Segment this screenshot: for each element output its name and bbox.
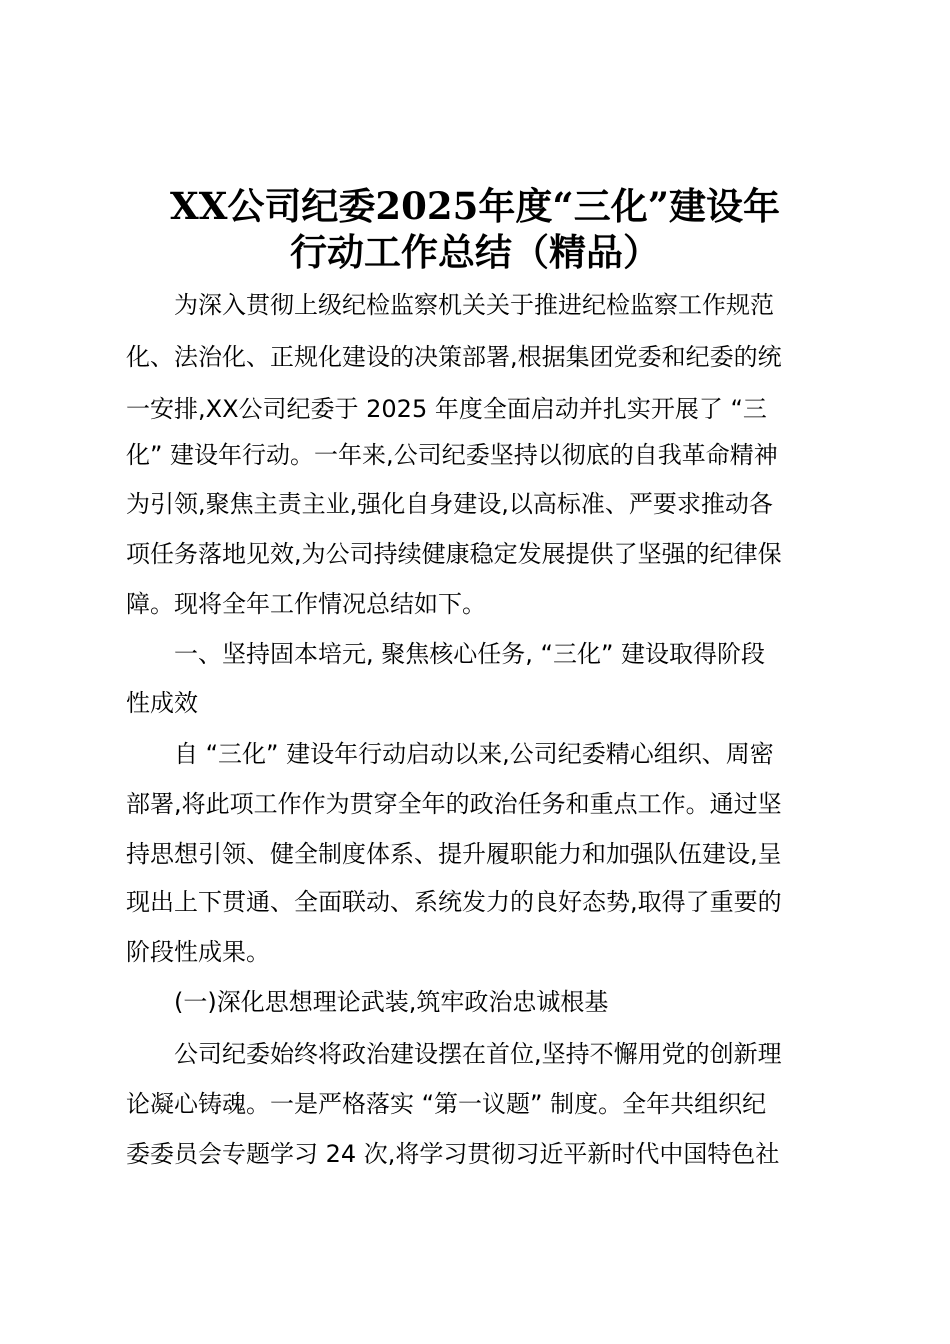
document-title-line-1: XX公司纪委2025年度“三化”建设年 bbox=[170, 184, 780, 228]
body-line: 论凝心铸魂。一是严格落实 “第一议题” 制度。全年共组织纪 bbox=[126, 1090, 767, 1118]
body-line: 阶段性成果。 bbox=[126, 938, 270, 966]
body-line: 化” 建设年行动。一年来,公司纪委坚持以彻底的自我革命精神 bbox=[126, 441, 778, 469]
body-line: 公司纪委始终将政治建设摆在首位,坚持不懈用党的创新理 bbox=[126, 1040, 782, 1068]
body-line: 项任务落地见效,为公司持续健康稳定发展提供了坚强的纪律保 bbox=[126, 540, 782, 568]
body-line: 化、法治化、正规化建设的决策部署,根据集团党委和纪委的统 bbox=[126, 343, 782, 371]
body-line: 部署,将此项工作作为贯穿全年的政治任务和重点工作。通过坚 bbox=[126, 790, 782, 818]
body-line: 现出上下贯通、全面联动、系统发力的良好态势,取得了重要的 bbox=[126, 888, 782, 916]
section-heading-line: 一、坚持固本培元, 聚焦核心任务, “三化” 建设取得阶段 bbox=[126, 640, 766, 668]
body-line: 一安排,XX公司纪委于 2025 年度全面启动并扎实开展了 “三 bbox=[126, 395, 767, 423]
body-line: 为引领,聚焦主责主业,强化自身建设,以高标准、严要求推动各 bbox=[126, 490, 773, 518]
body-line: 为深入贯彻上级纪检监察机关关于推进纪检监察工作规范 bbox=[126, 291, 774, 319]
subsection-heading-line: (一)深化思想理论武装,筑牢政治忠诚根基 bbox=[126, 988, 609, 1016]
section-heading-line: 性成效 bbox=[126, 689, 198, 717]
body-line: 委委员会专题学习 24 次,将学习贯彻习近平新时代中国特色社 bbox=[126, 1140, 780, 1168]
body-line: 自 “三化” 建设年行动启动以来,公司纪委精心组织、周密 bbox=[126, 740, 774, 768]
document-title-line-2: 行动工作总结（精品） bbox=[290, 230, 660, 274]
body-line: 障。现将全年工作情况总结如下。 bbox=[126, 590, 486, 618]
body-line: 持思想引领、健全制度体系、提升履职能力和加强队伍建设,呈 bbox=[126, 840, 782, 868]
